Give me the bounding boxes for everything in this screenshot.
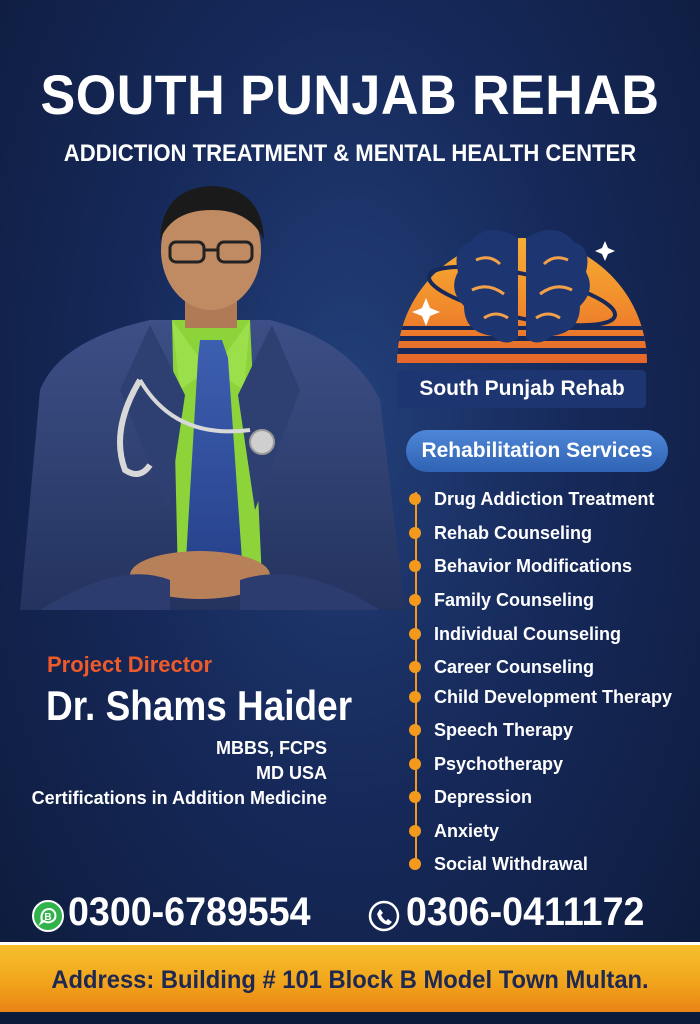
doctor-portrait: [0, 180, 420, 620]
list-item: Anxiety: [409, 819, 499, 843]
director-role: Project Director: [47, 652, 213, 677]
list-item: Child Development Therapy: [409, 685, 672, 709]
bullet-dot-icon: [409, 858, 421, 870]
svg-text:B: B: [44, 912, 52, 923]
poster-subtitle: ADDICTION TREATMENT & MENTAL HEALTH CENTER: [63, 140, 637, 167]
bullet-dot-icon: [409, 825, 421, 837]
bottom-strip: [0, 1012, 700, 1024]
list-item: Family Counseling: [409, 588, 594, 612]
address-bar: [0, 942, 700, 1012]
list-item: Social Withdrawal: [409, 852, 588, 876]
bullet-dot-icon: [409, 594, 421, 606]
director-credential: MD USA: [256, 763, 327, 783]
bullet-dot-icon: [409, 791, 421, 803]
list-item: Speech Therapy: [409, 718, 573, 742]
address-text: Address: Building # 101 Block B Model Town Multan.: [51, 966, 649, 994]
services-timeline: [415, 492, 417, 866]
list-item: Individual Counseling: [409, 622, 621, 646]
bullet-dot-icon: [409, 493, 421, 505]
list-item: Psychotherapy: [409, 752, 563, 776]
list-item: Behavior Modifications: [409, 554, 632, 578]
rehab-logo: [392, 198, 652, 368]
list-item: Depression: [409, 785, 532, 809]
director-credential: Certifications in Addition Medicine: [31, 788, 327, 808]
bullet-dot-icon: [409, 628, 421, 640]
phone-number[interactable]: 0306-0411172: [406, 890, 645, 934]
bullet-dot-icon: [409, 758, 421, 770]
director-credential: MBBS, FCPS: [215, 738, 327, 758]
bullet-dot-icon: [409, 661, 421, 673]
list-item: Career Counseling: [409, 655, 594, 679]
logo-label: South Punjab Rehab: [398, 370, 646, 408]
whatsapp-icon: [32, 900, 64, 932]
list-item: Drug Addiction Treatment: [409, 487, 654, 511]
whatsapp-number[interactable]: 0300-6789554: [68, 890, 311, 934]
bullet-dot-icon: [409, 724, 421, 736]
bullet-dot-icon: [409, 560, 421, 572]
director-name: Dr. Shams Haider: [46, 682, 353, 729]
bullet-dot-icon: [409, 691, 421, 703]
services-heading: Rehabilitation Services: [406, 430, 668, 472]
bullet-dot-icon: [409, 527, 421, 539]
poster-title: SOUTH PUNJAB REHAB: [40, 63, 660, 126]
phone-icon: [368, 900, 400, 932]
list-item: Rehab Counseling: [409, 521, 592, 545]
